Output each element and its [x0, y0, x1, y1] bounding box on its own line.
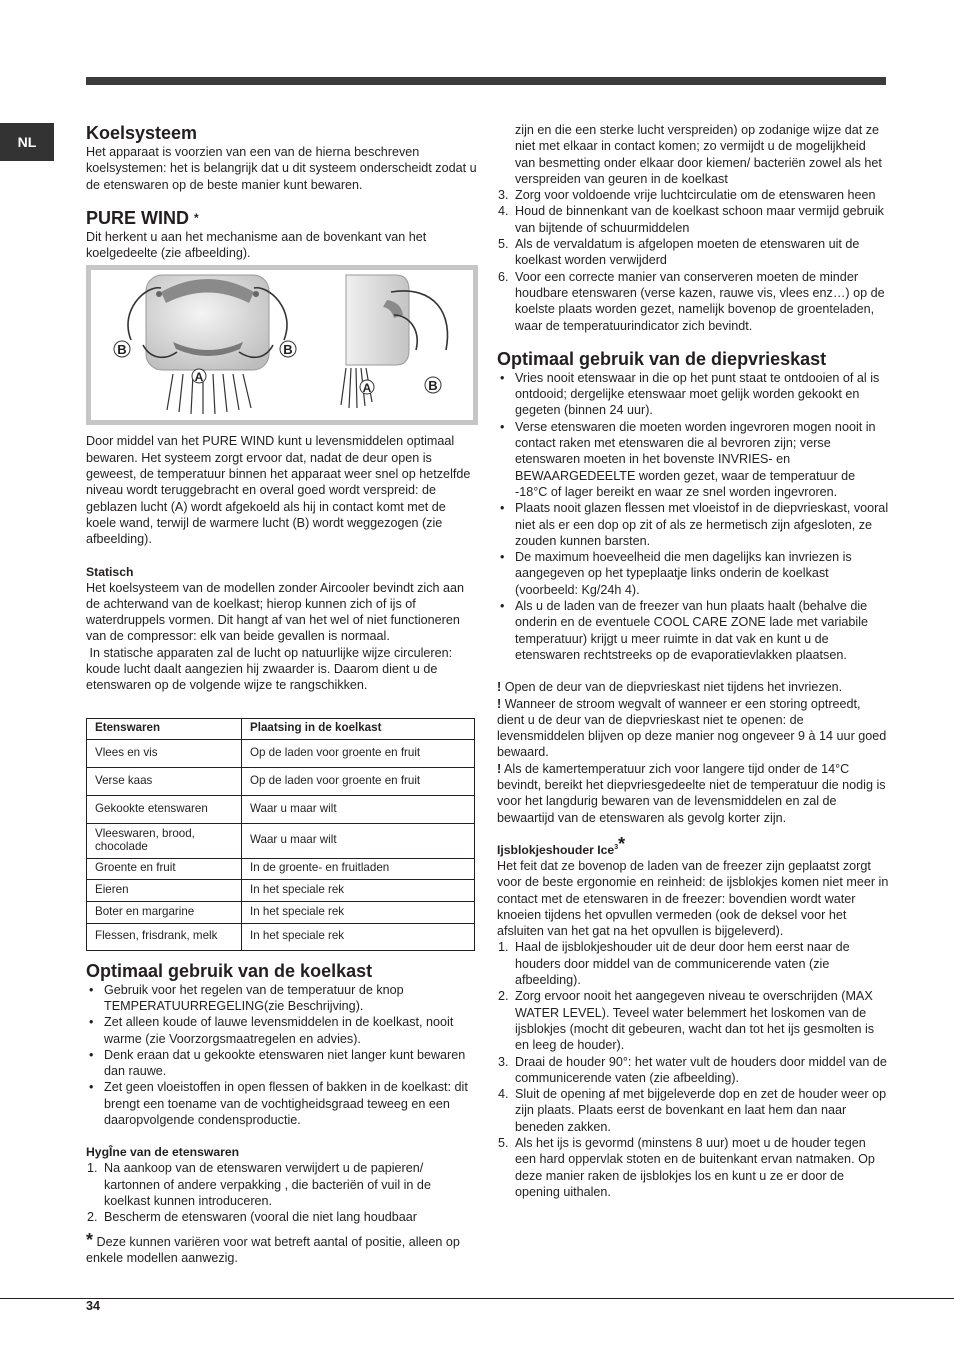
warning-1: ! Open de deur van de diepvrieskast niet tijdens het invriezen.: [497, 680, 843, 695]
label-a-front: A: [194, 370, 204, 385]
table-cell: Groente en fruit: [87, 858, 242, 879]
list-item: • Verse etenswaren die moeten worden ingevroren mogen nooit in contact raken met etenswaren die al bevroren zijn; verse etenswaren moeten in het bovenste INVRIES- en BEWAARGEDEELTE worden gezet, waar de temperatuur de -18°C of lager bereikt en waar ze snel worden ingevroren.: [497, 419, 889, 500]
footnote: * Deze kunnen variëren voor wat betreft aantal of positie, alleen op enkele modellen aanwezig.: [86, 1229, 460, 1265]
list-item: • Plaats nooit glazen flessen met vloeistof in de diepvrieskast, vooral niet als er een dop op zit of als ze hermetisch zijn afgesloten, ze zouden kunnen barsten.: [497, 500, 889, 549]
list-item: • Zet alleen koude of lauwe levensmiddelen in de koelkast, nooit warme (zie Voorzorgsmaatregelen en advies).: [86, 1014, 478, 1047]
placement-table: [86, 718, 475, 951]
table-cell: Op de laden voor groente en fruit: [242, 767, 475, 795]
hygiene-list: [86, 1160, 478, 1225]
table-cell: Verse kaas: [87, 767, 242, 795]
table-cell: Eieren: [87, 879, 242, 901]
koelsysteem-text: Het apparaat is voorzien van een van de hierna beschreven koelsystemen: het is belangrijk dat u dit systeem onderscheidt zodat u de etenswaren op de beste manier kunt bewaren.: [86, 145, 477, 192]
table-header-row: [87, 718, 475, 739]
table-cell: Vleeswaren, brood, chocolade: [87, 823, 242, 858]
pure-wind-heading: PURE WIND *: [86, 207, 199, 228]
table-cell: Op de laden voor groente en fruit: [242, 739, 475, 767]
table-cell: Flessen, frisdrank, melk: [87, 923, 242, 950]
table-cell: In het speciale rek: [242, 879, 475, 901]
table-row: [87, 923, 475, 950]
table-row: [87, 739, 475, 767]
statisch-text-1: Het koelsysteem van de modellen zonder Aircooler bevindt zich aan de achterwand van de koelkast; hierop kunnen zich of ijs of waterdruppels vormen. Dit hangt af van het wel of niet functioneren van de compressor: elk van beide gevallen is normaal.: [86, 580, 465, 644]
statisch-heading: Statisch: [86, 564, 134, 579]
table-cell: Boter en margarine: [87, 901, 242, 923]
list-item: • Zet geen vloeistoffen in open flessen of bakken in de koelkast: dit brengt een toename van de vochtigheidsgraad teweeg en een daaropvolgende condensproductie.: [86, 1079, 478, 1128]
table-cell: In de groente- en fruitladen: [242, 858, 475, 879]
koelkast-heading: Optimaal gebruik van de koelkast: [86, 960, 373, 981]
right-column: [497, 122, 889, 1200]
list-item: 2. Zorg ervoor nooit het aangegeven niveau te overschrijden (MAX WATER LEVEL). Teveel water belemmert het loskomen van de ijsblokjes (mocht dit gebeuren, wacht dan tot het ijs gesmolten is en leeg de houder).: [498, 989, 875, 1053]
ijsblokjes-heading: Ijsblokjeshouder Ice$^3$*: [497, 833, 626, 857]
label-b-side: B: [428, 378, 438, 394]
ijsblokjes-list: [497, 939, 889, 1200]
statisch-text-2: In statische apparaten zal de lucht op natuurlijke wijze circuleren: koude lucht daalt aangezien hij zwaarder is. Daarom dient u de etenswaren op de volgende wijze te rangschikken.: [86, 645, 456, 693]
list-item: 3. Draai de houder 90°: het water vult de houders door middel van de communicerende vaten (zie afbeelding).: [498, 1054, 887, 1085]
table-cell: Waar u maar wilt: [242, 823, 475, 858]
koelsysteem-heading: Koelsysteem: [86, 123, 198, 143]
list-item: • Gebruik voor het regelen van de temperatuur de knop TEMPERATUURREGELING(zie Beschrijving).: [86, 982, 478, 1015]
pure-wind-description: Door middel van het PURE WIND kunt u levensmiddelen optimaal bewaren. Het systeem zorgt ervoor dat, nadat de deur open is geweest, de temperatuur binnen het apparaat weer snel op hetzelfde niveau wordt teruggebracht en overal goed wordt verspreid: de geblazen lucht (A) wordt afgekoeld als hij in contact komt met de koele wand, terwijl de warmere lucht (B) wordt weggezogen (zie afbeelding).: [86, 434, 471, 547]
pure-wind-intro: Dit herkent u aan het mechanisme aan de bovenkant van het koelgedeelte (zie afbeelding).: [86, 229, 427, 261]
list-item: 3. Zorg voor voldoende vrije luchtcirculatie om de etenswaren heen: [498, 188, 876, 203]
list-item: • Als u de laden van de freezer van hun plaats haalt (behalve die onderin en de eventuele COOL CARE ZONE lade met variabile temperatuur) krijgt u meer ruimte in dat vak en kunt u de etenswaren rechtstreeks op de evaporatievlakken plaatsen.: [497, 598, 889, 663]
pure-wind-illustration: [91, 270, 473, 420]
table-row: [87, 901, 475, 923]
table-row: [87, 823, 475, 858]
list-item: 4. Sluit de opening af met bijgeleverde dop en zet de houder weer op zijn plaats. Plaats eerst de bovenkant en laat hem dan naar beneden zakken.: [498, 1087, 887, 1134]
warning-2: ! Wanneer de stroom wegvalt of wanneer er een storing optreedt, dient u de deur van de diepvrieskast niet te openen: de levensmiddelen blijven op deze manier nog ongeveer 9 à 14 uur goed bewaard.: [497, 696, 887, 760]
list-item: 4. Houd de binnenkant van de koelkast schoon maar vermijd gebruik van bijtende of schuurmiddelen: [498, 204, 884, 235]
list-item: 1. Haal de ijsblokjeshouder uit de deur door hem eerst naar de houders door middel van de communicerende vaten (zie afbeelding).: [498, 940, 850, 988]
table-row: [87, 767, 475, 795]
footer-rule: [0, 1298, 954, 1299]
list-item: • Vries nooit etenswaar in die op het punt staat te ontdooien of al is ontdooid; dergelijke etenswaar moet gelijk worden gekookt en gegeten (binnen 24 uur).: [497, 370, 889, 419]
label-b-front-left: B: [117, 342, 127, 358]
table-cell: In het speciale rek: [242, 923, 475, 950]
list-item: 5. Als het ijs is gevormd (minstens 8 uur) moet u de houder tegen een hard oppervlak stoten en de buitenkant ervan natmaken. Op deze manier raken de ijsblokjes los en kunt u ze er door de opening uithalen.: [498, 1135, 875, 1199]
table-row: [87, 879, 475, 901]
table-cell: In het speciale rek: [242, 901, 475, 923]
hygiene-heading: HygÎne van de etenswaren: [86, 1145, 240, 1160]
warning-3: ! Als de kamertemperatuur zich voor langere tijd onder de 14°C bevindt, bereikt het diepvriesgedeelte niet de temperatuur die nodig is voor het langdurig bewaren van de levensmiddelen en zal de bewaartijd van de etenswaren als gevolg korter zijn.: [497, 761, 886, 825]
diepvries-list: [497, 370, 889, 663]
header-bar: [86, 77, 886, 85]
list-item: 5. Als de vervaldatum is afgelopen moeten de etenswaren uit de koelkast worden verwijderd: [498, 237, 860, 268]
list-item: 2. Bescherm de etenswaren (vooral die niet lang houdbaar: [87, 1210, 417, 1225]
hygiene-continued: zijn en die een sterke lucht verspreiden) op zodanige wijze dat ze niet met elkaar in contact komen; zo vermijdt u de mogelijkheid van besmetting onder elkaar door kiemen/ bacteriën zowel als het verspreiden van geuren in de koelkast: [515, 123, 882, 186]
table-row: [87, 858, 475, 879]
ijsblokjes-text: Het feit dat ze bovenop de laden van de freezer zijn geplaatst zorgt voor de beste ergonomie en reinheid: de ijsblokjes komen niet meer in contact met de etenswaren in de freezer: bovendien wordt water knoeien tijdens het opvullen vermeden (ook de deksel voor het afsluiten van het gat na het opvullen is bijgeleverd).: [497, 858, 889, 939]
diepvries-heading: Optimaal gebruik van de diepvrieskast: [497, 348, 827, 369]
label-a-side: A: [362, 381, 372, 396]
list-item: 1. Na aankoop van de etenswaren verwijdert u de papieren/ kartonnen of andere verpakking , die bacteriën of vuil in de koelkast kunnen introduceren.: [87, 1161, 431, 1208]
label-b-front-right: B: [283, 342, 293, 358]
list-item: 6. Voor een correcte manier van conserveren moeten de minder houdbare etenswaren (verse kazen, rauwe vis, vlees enz…) op de koelste plaats worden gezet, namelijk bovenop de groenteladen, waar de temperatuurindicator zich bevindt.: [498, 269, 885, 333]
page-number: 34: [86, 1299, 101, 1313]
warnings: [497, 679, 889, 826]
pure-wind-figure: [86, 265, 478, 425]
koelkast-list: [86, 982, 478, 1129]
hygiene-list-continued: [497, 187, 889, 334]
list-item: • Denk eraan dat u gekookte etenswaren niet langer kunt bewaren dan rauwe.: [86, 1047, 478, 1080]
table-cell: Vlees en vis: [87, 739, 242, 767]
table-row: [87, 795, 475, 823]
list-item: • De maximum hoeveelheid die men dagelijks kan invriezen is aangegeven op het typeplaatje links onderin de koelkast (voorbeeld: Kg/24h 4).: [497, 549, 889, 598]
table-cell: Waar u maar wilt: [242, 795, 475, 823]
table-header-cell: Etenswaren: [87, 718, 242, 739]
table-header-cell: Plaatsing in de koelkast: [242, 718, 475, 739]
table-cell: Gekookte etenswaren: [87, 795, 242, 823]
left-column: [86, 122, 478, 1266]
language-tab: NL: [0, 123, 54, 161]
